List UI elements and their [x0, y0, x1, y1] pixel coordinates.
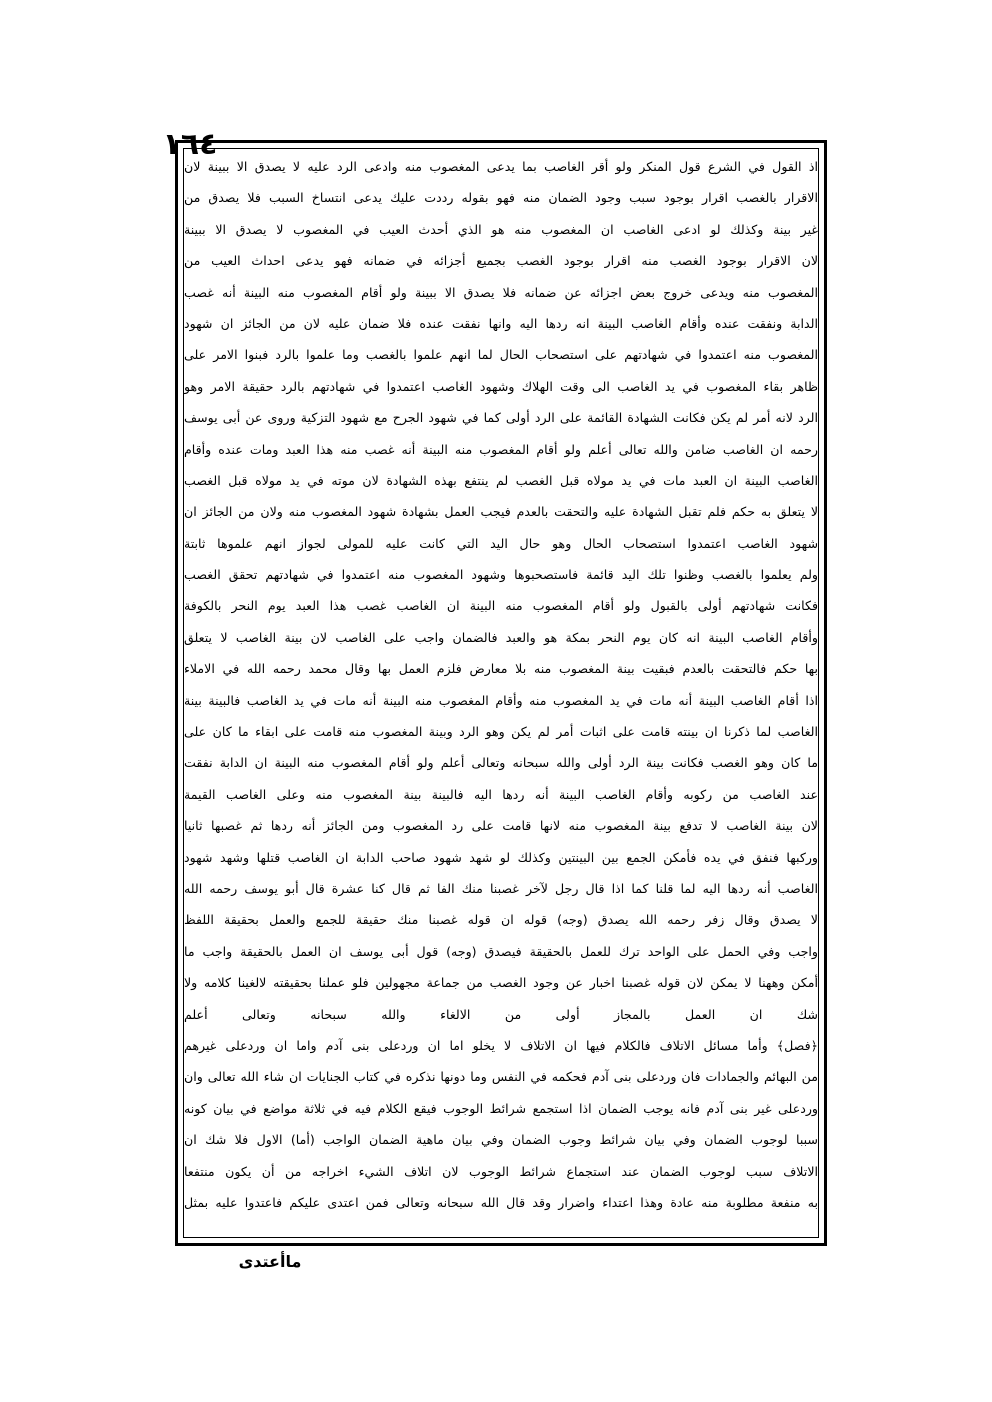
text-line: شك ان العمل بالمجاز أولى من الالغاء والله سبحانه وتعالى أعلم	[184, 1006, 818, 1022]
text-line: ظاهر بقاء المغصوب في يد الغاصب الى وقت الهلاك وشهود الغاصب اعتمدوا في شهادتهم بالرد حقيقة الامر وهو	[184, 378, 818, 394]
text-line: واجب وفي الحمل على الواحد ترك للعمل بالحقيقة فيصدق (وجه) قول أبى يوسف ان العمل بالحقيقة واجب ما	[184, 943, 818, 959]
text-line: رحمه ان الغاصب ضامن والله تعالى أعلم ولو أقام المغصوب منه البينة أنه غصب منه هذا العبد ومات عنده وأقام	[184, 441, 818, 457]
text-line: غير بينة وكذلك لو ادعى الغاصب ان المغصوب منه هو الذي أحدث العيب في المغصوب لا يصدق الا ببينة	[184, 221, 818, 237]
text-line: لان بينة الغاصب لا تدفع بينة المغصوب منه لانها قامت على رد المغصوب ومن الجائز أنه ردها ثم غصبها ثانيا	[184, 818, 818, 834]
text-line: وردعلى غير بنى آدم فانه يوجب الضمان اذا استجمع شرائط الوجوب فيقع الكلام فيه في ثلاثة مواضع في بيان كونه	[184, 1100, 818, 1116]
text-line: وركبها فنفق في يده فأمكن الجمع بين البينتين وكذلك لو شهد شهود صاحب الدابة ان الغاصب قتلها وشهد شهود	[184, 849, 818, 865]
catchword: ماأعتدى	[238, 1252, 302, 1271]
text-line: اذ القول في الشرع قول المنكر ولو أقر الغاصب بما يدعى المغصوب منه وادعى الرد عليه لا يصدق الا ببينة لان	[184, 159, 818, 174]
text-line: الاتلاف سبب لوجوب الضمان عند استجماع شرائط الوجوب لان اتلاف الشيء اخراجه من أن يكون منتفعا	[184, 1163, 818, 1179]
text-line: وأقام الغاصب البينة انه كان يوم النحر بمكة هو والعبد فالضمان واجب على الغاصب لان بينة الغاصب لا يتعلق	[184, 629, 818, 645]
text-line: المغصوب منه اعتمدوا في شهادتهم على استصحاب الحال لما انهم علموا بالغصب وما علموا بالرد فبنوا الامر على	[184, 347, 818, 363]
text-line: لا يتعلق به حكم فلم تقبل الشهادة عليه والتحقت بالعدم فيجب العمل بشهادة شهود المغصوب منه ولان من الجائز ان	[184, 504, 818, 520]
text-line: لا يصدق وقال زفر رحمه الله يصدق (وجه) قوله ان قوله غصبنا منك حقيقة للجمع والعمل بحقيقة اللفظ	[184, 912, 818, 928]
text-line: اذا أقام الغاصب البينة أنه مات في يد المغصوب منه وأقام المغصوب منه البينة أنه مات في يد الغاصب فالبينة بينة	[184, 692, 818, 708]
text-line: الغاصب لما ذكرنا ان بينته قامت على اثبات أمر لم يكن وهو الرد وبينة المغصوب منه قامت على ابقاء ما كان على	[184, 724, 818, 740]
text-line: عند الغاصب من ركوبه وأقام الغاصب البينة أنه ردها اليه فالبينة بينة المغصوب منه وعلى الغاصب القيمة	[184, 786, 818, 802]
text-line: الغاصب البينة ان العبد مات في يد مولاه قبل الغصب لم ينتفع بهذه الشهادة لان موته في يد مولاه قبل الغصب	[184, 472, 818, 488]
text-line: الرد لانه أمر لم يكن فكانت الشهادة القائمة على الرد أولى كما في شهود الجرح مع شهود التزكية وروى عن أبى يوسف	[184, 410, 818, 426]
text-line: سببا لوجوب الضمان وفي بيان شرائط وجوب الضمان وفي بيان ماهية الضمان الواجب (أما) الاول فلا شك ان	[184, 1132, 818, 1148]
text-line: المغصوب منه ويدعى خروج بعض اجزائه عن ضمانه فلا يصدق الا ببينة ولو أقام المغصوب منه البينة أنه غصب	[184, 284, 818, 300]
text-line: من البهائم والجمادات فان وردعلى بنى آدم فحكمه في النفس وما دونها نذكره في كتاب الجنايات ان شاء الله تعالى وان	[184, 1069, 818, 1085]
text-line: بها حكم فالتحقت بالعدم فبقيت بينة المغصوب منه بلا معارض فلزم العمل بها وقال محمد رحمه الله في الاملاء	[184, 661, 818, 677]
text-line: ولم يعلموا بالغصب وظنوا تلك اليد قائمة فاستصحبوها وشهود المغصوب منه اعتمدوا في شهادتهم تحقق الغصب	[184, 567, 818, 583]
text-line: ﴿فصل﴾ وأما مسائل الاتلاف فالكلام فيها ان الاتلاف لا يخلو اما ان وردعلى بنى آدم واما ان وردعلى غيرهم	[184, 1037, 818, 1053]
text-line: الاقرار بالغصب اقرار بوجود سبب وجود الضمان منه فهو بقوله رددت عليك يدعى انتساخ السبب فلا يصدق من	[184, 190, 818, 206]
text-line: فكانت شهادتهم أولى بالقبول ولو أقام المغصوب منه البينة ان الغاصب غصب هذا العبد يوم النحر بالكوفة	[184, 598, 818, 614]
text-line: شهود الغاصب اعتمدوا استصحاب الحال وهو حال اليد التي كانت عليه للمولى لجواز انهم علموها ثابتة	[184, 535, 818, 551]
text-frame	[175, 140, 827, 1246]
text-line: الدابة ونفقت عنده وأقام الغاصب البينة انه ردها اليه وانها نفقت عنده فلا ضمان عليه لان من الجائز ان شهود	[184, 315, 818, 331]
text-line: به منفعة مطلوبة منه عادة وهذا اعتداء واضرار وقد قال الله سبحانه وتعالى فمن اعتدى عليكم فاعتدوا عليه بمثل	[184, 1194, 818, 1210]
text-line: لان الاقرار بوجود الغصب منه اقرار بوجود الغصب بجميع أجزائه في ضمانه فهو يدعى احداث العيب من	[184, 253, 818, 269]
body-text	[182, 151, 820, 1237]
text-line: ما كان وهو الغصب فكانت بينة الرد أولى والله سبحانه وتعالى أعلم ولو أقام المغصوب منه البينة ان الدابة نفقت	[184, 755, 818, 771]
text-line: الغاصب أنه ردها اليه لما قلنا كما اذا قال رجل لآخر غصبنا منك الفا ثم قال كنا عشرة قال أبو يوسف رحمه الله	[184, 880, 818, 896]
text-line: أمكن وههنا لا يمكن لان قوله غصبنا اخبار عن وجود الغصب من جماعة مجهولين فلو عملنا بحقيقته لالغينا كلامه ولا	[184, 975, 818, 991]
page-number: ١٦٤	[162, 127, 218, 162]
